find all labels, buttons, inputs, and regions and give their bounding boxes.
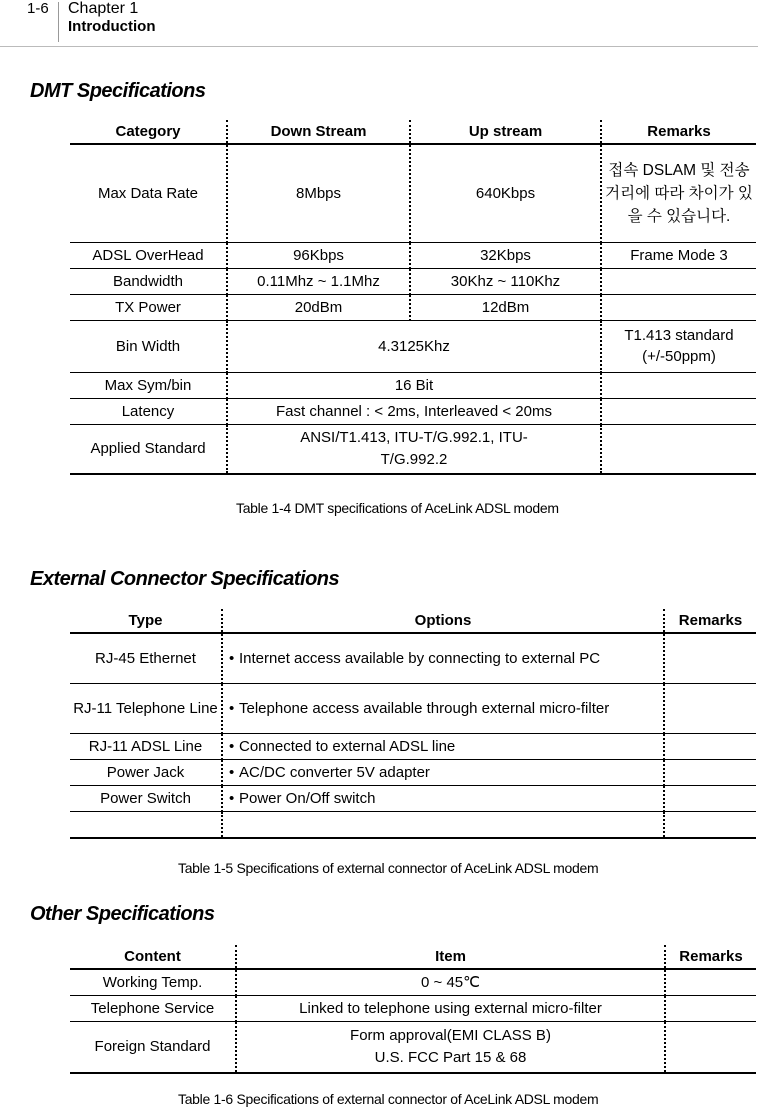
table-caption: Table 1-6 Specifications of external connector of AceLink ADSL modem bbox=[178, 1091, 599, 1107]
column-header: Down Stream bbox=[227, 120, 410, 144]
table-cell: Max Sym/bin bbox=[70, 372, 227, 398]
column-header: Category bbox=[70, 120, 227, 144]
option-text: Internet access available by connecting to external PC bbox=[239, 649, 601, 667]
table-cell: Applied Standard bbox=[70, 424, 227, 474]
table-cell: Bandwidth bbox=[70, 268, 227, 294]
column-header: Up stream bbox=[410, 120, 601, 144]
table-cell: Latency bbox=[70, 398, 227, 424]
dmt-section-title: DMT Specifications bbox=[30, 80, 206, 102]
table-cell bbox=[664, 683, 756, 733]
table-cell bbox=[664, 633, 756, 683]
table-row bbox=[70, 372, 756, 398]
other-spec-table bbox=[70, 945, 756, 1074]
item-line: U.S. FCC Part 15 & 68 bbox=[374, 1048, 527, 1066]
table-cell bbox=[222, 683, 664, 733]
table-cell: ANSI/T1.413, ITU-T/G.992.1, ITU-T/G.992.2 bbox=[227, 424, 601, 474]
column-header: Remarks bbox=[601, 120, 756, 144]
table-cell bbox=[601, 398, 756, 424]
other-section-title: Other Specifications bbox=[30, 903, 215, 925]
table-cell bbox=[664, 811, 756, 838]
table-cell bbox=[601, 424, 756, 474]
table-cell: Fast channel : < 2ms, Interleaved < 20ms bbox=[227, 398, 601, 424]
table-cell: Linked to telephone using external micro-filter bbox=[236, 995, 665, 1021]
column-header: Item bbox=[236, 945, 665, 969]
table-cell: 4.3125Khz bbox=[227, 320, 601, 372]
column-header: Type bbox=[70, 609, 222, 633]
page-number: 1-6 bbox=[27, 0, 49, 17]
table-cell bbox=[665, 1021, 756, 1073]
table-cell: Max Data Rate bbox=[70, 144, 227, 242]
table-cell: Foreign Standard bbox=[70, 1021, 236, 1073]
table-row bbox=[70, 759, 756, 785]
table-cell: RJ-11 Telephone Line bbox=[70, 683, 222, 733]
table-cell: Telephone Service bbox=[70, 995, 236, 1021]
bullet-icon: • bbox=[229, 649, 235, 667]
table-cell bbox=[665, 995, 756, 1021]
table-cell: 0.11Mhz ~ 1.1Mhz bbox=[227, 268, 410, 294]
header-divider bbox=[58, 2, 59, 42]
bullet-icon: • bbox=[229, 699, 235, 717]
table-cell: 32Kbps bbox=[410, 242, 601, 268]
table-cell: 12dBm bbox=[410, 294, 601, 320]
table-cell: Working Temp. bbox=[70, 969, 236, 995]
table-cell: RJ-45 Ethernet bbox=[70, 633, 222, 683]
bullet-icon: • bbox=[229, 789, 235, 807]
table-row bbox=[70, 785, 756, 811]
external-connector-table bbox=[70, 609, 756, 839]
chapter-heading bbox=[68, 0, 155, 36]
table-cell bbox=[70, 811, 222, 838]
table-cell: 30Khz ~ 110Khz bbox=[410, 268, 601, 294]
external-section-title: External Connector Specifications bbox=[30, 568, 340, 590]
table-cell: 0 ~ 45℃ bbox=[236, 969, 665, 995]
table-cell bbox=[222, 811, 664, 838]
option-text: Telephone access available through external micro-filter bbox=[239, 699, 610, 717]
table-row bbox=[70, 1021, 756, 1073]
chapter-title: Chapter 1 bbox=[68, 0, 139, 17]
table-row bbox=[70, 733, 756, 759]
table-caption: Table 1-5 Specifications of external connector of AceLink ADSL modem bbox=[178, 860, 599, 876]
table-cell: ADSL OverHead bbox=[70, 242, 227, 268]
chapter-subtitle: Introduction bbox=[68, 18, 156, 35]
table-row bbox=[70, 242, 756, 268]
table-row bbox=[70, 268, 756, 294]
table-cell bbox=[601, 372, 756, 398]
table-cell bbox=[601, 268, 756, 294]
table-cell bbox=[664, 759, 756, 785]
table-cell bbox=[236, 1021, 665, 1073]
table-header-row bbox=[70, 609, 756, 633]
table-cell: T1.413 standard (+/-50ppm) bbox=[601, 320, 756, 372]
table-row bbox=[70, 683, 756, 733]
table-cell: 20dBm bbox=[227, 294, 410, 320]
column-header: Remarks bbox=[664, 609, 756, 633]
table-cell: 접속 DSLAM 및 전송거리에 따라 차이가 있을 수 있습니다. bbox=[601, 144, 756, 242]
table-cell: RJ-11 ADSL Line bbox=[70, 733, 222, 759]
table-cell bbox=[665, 969, 756, 995]
column-header: Content bbox=[70, 945, 236, 969]
table-cell bbox=[222, 633, 664, 683]
table-row bbox=[70, 995, 756, 1021]
item-line: Form approval(EMI CLASS B) bbox=[350, 1026, 551, 1044]
table-cell bbox=[222, 785, 664, 811]
table-cell bbox=[664, 733, 756, 759]
table-row bbox=[70, 633, 756, 683]
column-header: Remarks bbox=[665, 945, 756, 969]
table-row bbox=[70, 144, 756, 242]
table-row bbox=[70, 424, 756, 474]
dmt-spec-table bbox=[70, 120, 756, 475]
bullet-icon: • bbox=[229, 737, 235, 755]
table-cell: 96Kbps bbox=[227, 242, 410, 268]
table-cell bbox=[664, 785, 756, 811]
option-text: Connected to external ADSL line bbox=[239, 737, 456, 755]
option-text: AC/DC converter 5V adapter bbox=[239, 763, 430, 781]
table-cell: 16 Bit bbox=[227, 372, 601, 398]
table-cell: 640Kbps bbox=[410, 144, 601, 242]
table-cell: Frame Mode 3 bbox=[601, 242, 756, 268]
table-row bbox=[70, 398, 756, 424]
table-cell: 8Mbps bbox=[227, 144, 410, 242]
table-row bbox=[70, 811, 756, 838]
page-header bbox=[0, 0, 758, 47]
column-header: Options bbox=[222, 609, 664, 633]
table-row bbox=[70, 294, 756, 320]
table-cell: Power Jack bbox=[70, 759, 222, 785]
table-cell: TX Power bbox=[70, 294, 227, 320]
table-cell bbox=[222, 759, 664, 785]
bullet-icon: • bbox=[229, 763, 235, 781]
table-row bbox=[70, 969, 756, 995]
option-text: Power On/Off switch bbox=[239, 789, 376, 807]
table-cell: Power Switch bbox=[70, 785, 222, 811]
table-caption: Table 1-4 DMT specifications of AceLink ADSL modem bbox=[236, 500, 559, 516]
table-row bbox=[70, 320, 756, 372]
table-header-row bbox=[70, 945, 756, 969]
table-cell bbox=[222, 733, 664, 759]
table-cell: Bin Width bbox=[70, 320, 227, 372]
table-cell bbox=[601, 294, 756, 320]
table-header-row bbox=[70, 120, 756, 144]
